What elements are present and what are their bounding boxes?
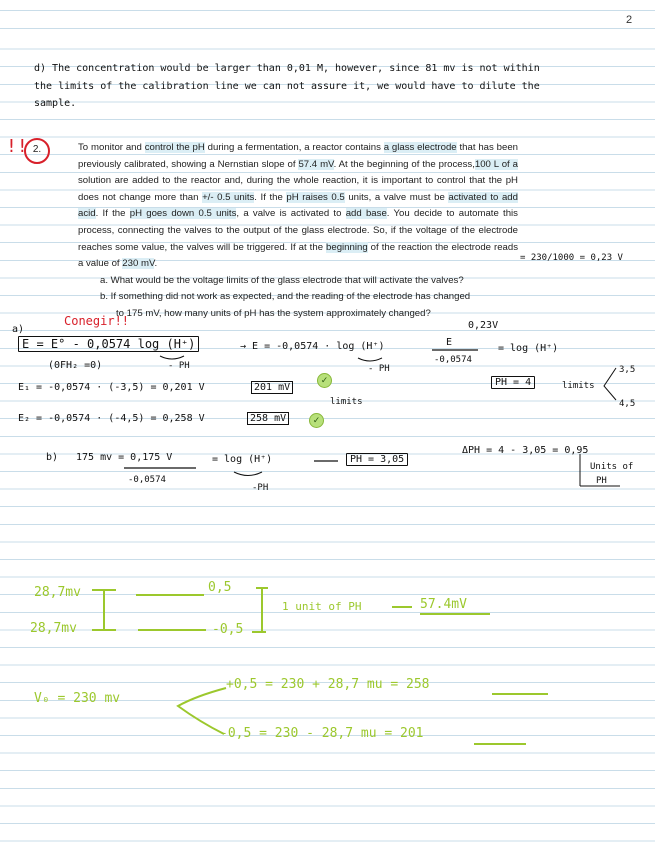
problem-text-segment: . <box>154 258 158 270</box>
upper-limit-calc: +0,5 = 230 + 28,7 mu = 258 <box>226 677 430 692</box>
minus-ph-note-2: - PH <box>368 364 390 374</box>
highlighted-phrase: +/- 0.5 units <box>202 191 255 203</box>
problem-subquestions <box>78 273 518 323</box>
voltage-note: 0,23V <box>468 320 499 331</box>
problem-text-segment: . You decide to automate this process, connecting the valves to the output of the glass electrode. So, if the voltage of the electrode reaches some value, the valves will be triggered. If at the <box>78 208 518 253</box>
limit-low: 4,5 <box>619 399 636 409</box>
subquestion-a: a. What would be the voltage limits of the glass electrode that will activate the valves? <box>100 274 464 286</box>
e1-result-box <box>251 380 293 396</box>
fraction-denominator: -0,0574 <box>434 355 472 365</box>
problem-text-segment: . At the beginning of the process, <box>333 158 475 170</box>
exclamation-mark: !! <box>6 136 28 157</box>
initial-voltage: V₀ = 230 mv <box>34 691 121 706</box>
e1-calculation: E₁ = -0,0574 · (-3,5) = 0,201 V <box>18 382 205 393</box>
mv-bottom: 28,7mv <box>30 621 77 636</box>
subquestion-b-line1: b. If something did not work as expected, and the reading of the electrode has changed <box>100 291 471 303</box>
unit-of-ph-value: 57.4mV <box>420 597 467 612</box>
limit-high: 3,5 <box>619 365 636 375</box>
part-d-line1: d) The concentration would be larger than 0,01 M, however, since 81 mv is not within <box>34 63 540 74</box>
delta-ph: ΔPH = 4 - 3,05 = 0,95 <box>462 445 589 456</box>
highlighted-phrase: control the pH <box>144 142 205 153</box>
part-b-label: b) <box>46 452 59 463</box>
highlighted-phrase: add base <box>345 208 387 220</box>
checkmark-icon-e2: ✓ <box>309 413 324 428</box>
highlighted-phrase: activated to add acid <box>78 191 518 220</box>
mv-top: 28,7mv <box>34 585 81 600</box>
part-d-line2: the limits of the calibration line we can not assure it, we would have to dilute the <box>34 81 540 92</box>
highlighted-phrase: 57.4 mV <box>298 158 334 170</box>
highlighted-phrase: pH goes down 0.5 units <box>129 208 237 220</box>
ph-value: PH = 4 <box>491 376 535 389</box>
highlighted-phrase: 100 L of a <box>474 158 518 170</box>
minus-ph-note-1: - PH <box>168 361 190 371</box>
e2-result-box <box>247 411 289 427</box>
delta-units-1: Units of <box>590 462 634 472</box>
e2-calculation: E₂ = -0,0574 · (-4,5) = 0,258 V <box>18 413 205 424</box>
b-rhs-sub: -PH <box>252 483 269 493</box>
b-rhs: = log (H⁺) <box>212 454 273 465</box>
simplified-equation: → E = -0,0574 · log (H⁺) <box>240 341 385 352</box>
problem-text-segment: . If the <box>95 208 130 220</box>
minus-half-label: -0,5 <box>212 622 244 637</box>
problem-paragraph <box>78 140 518 273</box>
e2-result: 258 mV <box>247 412 289 425</box>
part-d-line3: sample. <box>34 98 77 109</box>
ph-box <box>491 375 535 391</box>
b-ph-box <box>346 452 408 468</box>
correct-note: Conegir!! <box>64 314 130 328</box>
b-conversion: 175 mv = 0,175 V <box>76 452 173 463</box>
lower-limit-calc: -0,5 = 230 - 28,7 mu = 201 <box>220 726 424 741</box>
e1-result: 201 mV <box>251 381 293 394</box>
limits-label: limits <box>562 381 595 391</box>
plus-half-label: 0,5 <box>208 580 232 595</box>
subquestion-b-line2: to 175 mV, how many units of pH has the system approximately changed? <box>116 307 431 319</box>
problem-statement <box>78 140 518 323</box>
unit-of-ph-text: 1 unit of PH <box>282 600 362 613</box>
fraction-numerator: E <box>446 337 453 348</box>
problem-text-segment: units, a valve must be <box>344 191 449 203</box>
part-a-label: a) <box>12 324 25 335</box>
e-zero-note: (0FH₂ =0) <box>48 360 103 371</box>
problem-text-segment: To monitor and <box>78 142 145 153</box>
highlighted-phrase: a glass electrode <box>383 142 457 153</box>
delta-units-2: PH <box>596 476 607 486</box>
problem-text-segment: . If the <box>254 191 287 203</box>
b-denominator: -0,0574 <box>128 475 166 485</box>
limits-note: limits <box>330 397 363 407</box>
problem-text-segment: solution are added to the reactor and, during the whole reaction, it is important to control that the pH does not change more than <box>78 175 518 203</box>
problem-text-segment: of the reaction the electrode reads a value of <box>78 241 519 270</box>
checkmark-icon-e1: ✓ <box>317 373 332 388</box>
highlighted-phrase: pH raises 0.5 <box>286 191 345 203</box>
problem-text-segment: during a fermentation, a reactor contains <box>204 142 384 153</box>
highlighted-phrase: beginning <box>326 241 368 253</box>
page-number: 2 <box>626 14 633 26</box>
side-calc-conversion: = 230/1000 = 0,23 V <box>520 253 623 263</box>
b-ph-value: PH = 3,05 <box>346 453 408 466</box>
highlighted-phrase: 230 mV <box>122 258 155 270</box>
problem-text-segment: , a valve is activated to <box>236 208 346 220</box>
nernst-equation-box <box>18 336 199 352</box>
problem-text-segment: that has been previously calibrated, showing a Nernstian slope of <box>78 142 518 170</box>
fraction-rhs: = log (H⁺) <box>498 343 559 354</box>
problem-number-circle: 2. <box>24 138 50 164</box>
nernst-equation: E = E° - 0,0574 log (H⁺) <box>18 336 199 352</box>
